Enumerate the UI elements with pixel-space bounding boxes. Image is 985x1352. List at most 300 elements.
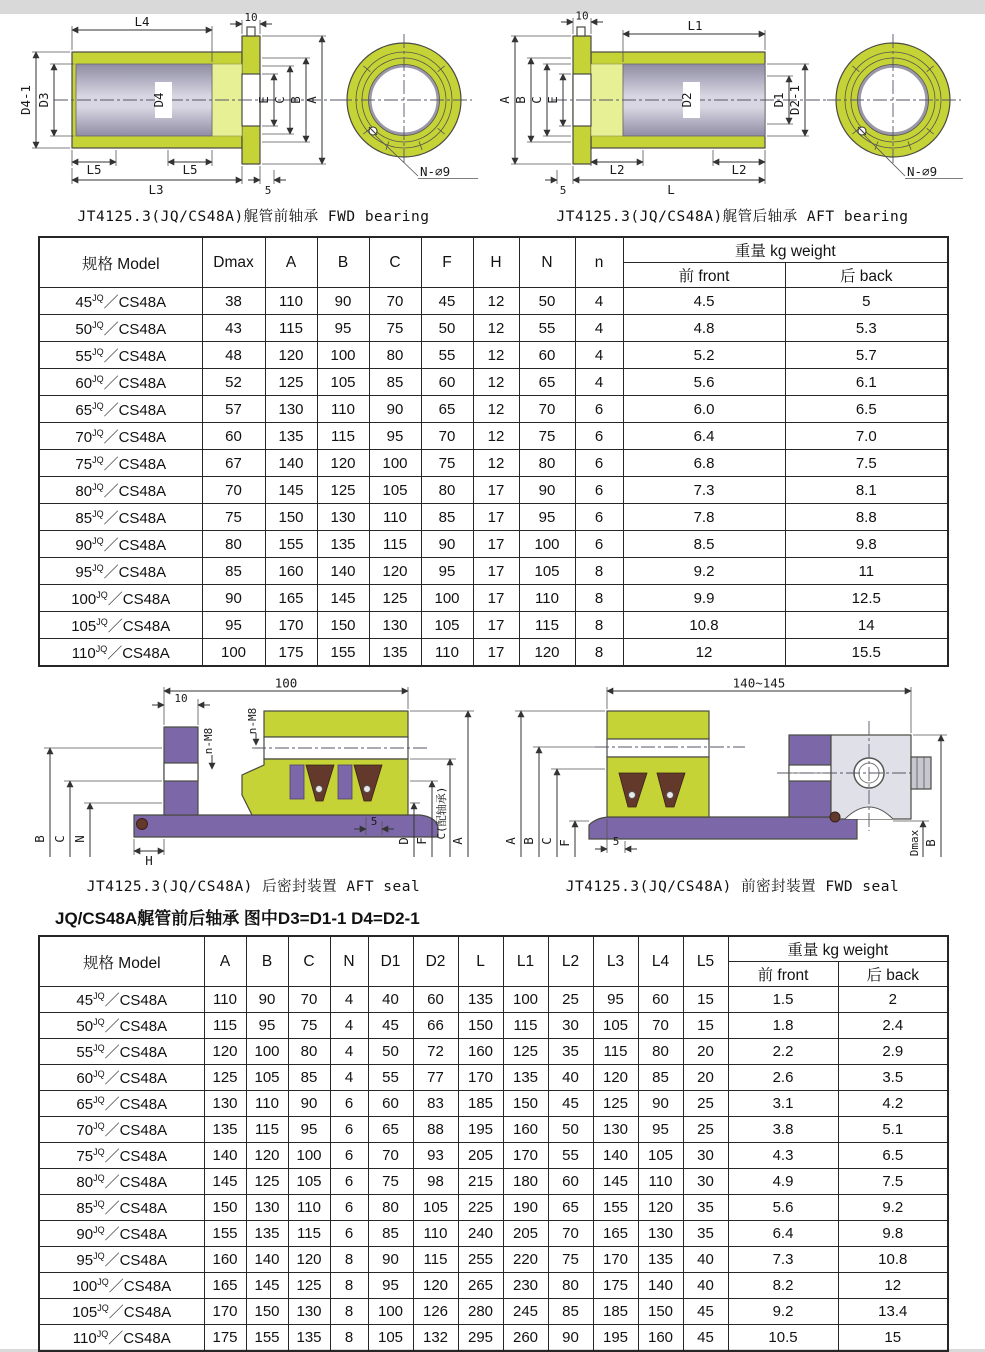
seal-dimensions-table — [38, 935, 949, 1352]
value-cell: 150 — [503, 1091, 548, 1117]
value-cell: 20 — [683, 1039, 728, 1065]
value-cell: 70 — [202, 477, 265, 504]
dim-label-l1: L1 — [687, 18, 703, 33]
dim-label-c: C — [539, 837, 554, 845]
value-cell: 75 — [369, 315, 421, 342]
value-cell: 11 — [785, 558, 948, 585]
dim-label-5: 5 — [559, 184, 567, 197]
value-cell: 90 — [369, 396, 421, 423]
value-cell: 130 — [265, 396, 317, 423]
value-cell: 2.4 — [838, 1013, 948, 1039]
value-cell: 100 — [421, 585, 473, 612]
value-cell: 100 — [503, 987, 548, 1013]
value-cell: 85 — [421, 504, 473, 531]
value-cell: 60 — [202, 423, 265, 450]
dim-label-f: F — [414, 837, 429, 845]
value-cell: 72 — [413, 1039, 458, 1065]
value-cell: 185 — [593, 1299, 638, 1325]
value-cell: 245 — [503, 1299, 548, 1325]
value-cell: 75 — [288, 1013, 330, 1039]
col-header-model: 规格 Model — [39, 936, 204, 987]
aft-seal-drawing — [16, 677, 486, 869]
value-cell: 130 — [593, 1117, 638, 1143]
value-cell: 60 — [421, 369, 473, 396]
value-cell: 8 — [575, 558, 623, 585]
col-header-b: B — [317, 237, 369, 288]
table-row — [39, 1065, 948, 1091]
col-header-n: N — [519, 237, 575, 288]
value-cell: 6.8 — [623, 450, 785, 477]
dim-label-n-m8-b: n-M8 — [246, 707, 259, 735]
value-cell: 6.5 — [785, 396, 948, 423]
value-cell: 135 — [638, 1247, 683, 1273]
fwd-bearing-front-view — [338, 34, 478, 179]
value-cell: 85 — [288, 1065, 330, 1091]
value-cell: 115 — [369, 531, 421, 558]
table-row — [39, 585, 948, 612]
value-cell: 155 — [246, 1325, 288, 1352]
value-cell: 90 — [368, 1247, 413, 1273]
value-cell: 55 — [548, 1143, 593, 1169]
value-cell: 150 — [204, 1195, 246, 1221]
table-row — [39, 288, 948, 315]
dim-label-d: D — [396, 837, 411, 845]
dim-label-b: B — [521, 837, 536, 845]
value-cell: 17 — [473, 477, 519, 504]
value-cell: 90 — [317, 288, 369, 315]
value-cell: 40 — [548, 1065, 593, 1091]
value-cell: 4 — [575, 342, 623, 369]
value-cell: 12 — [473, 369, 519, 396]
value-cell: 95 — [202, 612, 265, 639]
value-cell: 220 — [503, 1247, 548, 1273]
value-cell: 12 — [473, 396, 519, 423]
value-cell: 25 — [683, 1091, 728, 1117]
value-cell: 50 — [368, 1039, 413, 1065]
value-cell: 230 — [503, 1273, 548, 1299]
value-cell: 25 — [548, 987, 593, 1013]
value-cell: 4.5 — [623, 288, 785, 315]
value-cell: 6 — [575, 396, 623, 423]
value-cell: 115 — [246, 1117, 288, 1143]
model-cell: $55^{JQ}/CS48A$ — [39, 342, 202, 369]
value-cell: 135 — [317, 531, 369, 558]
value-cell: 80 — [548, 1273, 593, 1299]
value-cell: 75 — [519, 423, 575, 450]
value-cell: 12.5 — [785, 585, 948, 612]
dim-label-5: 5 — [370, 815, 378, 828]
value-cell: 2.9 — [838, 1039, 948, 1065]
value-cell: 95 — [246, 1013, 288, 1039]
value-cell: 145 — [317, 585, 369, 612]
value-cell: 125 — [246, 1169, 288, 1195]
value-cell: 260 — [503, 1325, 548, 1352]
value-cell: 125 — [204, 1065, 246, 1091]
value-cell: 65 — [368, 1117, 413, 1143]
value-cell: 7.5 — [785, 450, 948, 477]
value-cell: 115 — [519, 612, 575, 639]
model-cell: $80^{JQ}/CS48A$ — [39, 477, 202, 504]
value-cell: 50 — [421, 315, 473, 342]
value-cell: 240 — [458, 1221, 503, 1247]
value-cell: 70 — [519, 396, 575, 423]
value-cell: 90 — [548, 1325, 593, 1352]
bearing-dimensions-table — [38, 236, 949, 667]
value-cell: 85 — [548, 1299, 593, 1325]
table2-body — [39, 987, 948, 1352]
table-row — [39, 1195, 948, 1221]
value-cell: 93 — [413, 1143, 458, 1169]
model-cell: $105^{JQ}/CS48A$ — [39, 1299, 204, 1325]
fwd-seal-figure — [495, 677, 970, 896]
value-cell: 60 — [519, 342, 575, 369]
col-header-back: 后 back — [785, 263, 948, 288]
value-cell: 9.2 — [838, 1195, 948, 1221]
value-cell: 215 — [458, 1169, 503, 1195]
value-cell: 70 — [638, 1013, 683, 1039]
model-cell: $70^{JQ}/CS48A$ — [39, 423, 202, 450]
o-ring — [137, 819, 148, 830]
value-cell: 48 — [202, 342, 265, 369]
dim-label-l5a: L5 — [86, 162, 102, 177]
value-cell: 8.5 — [623, 531, 785, 558]
value-cell: 115 — [204, 1013, 246, 1039]
table-row — [39, 504, 948, 531]
col-header-model: 规格 Model — [39, 237, 202, 288]
dim-label-l2a: L2 — [609, 162, 625, 177]
value-cell: 5.1 — [838, 1117, 948, 1143]
value-cell: 3.5 — [838, 1065, 948, 1091]
value-cell: 15 — [838, 1325, 948, 1352]
value-cell: 2.6 — [728, 1065, 838, 1091]
model-cell: $90^{JQ}/CS48A$ — [39, 1221, 204, 1247]
value-cell: 80 — [519, 450, 575, 477]
equation-note: JQ/CS48A艉管前后轴承 图中D3=D1-1 D4=D2-1 — [55, 909, 420, 928]
value-cell: 4.9 — [728, 1169, 838, 1195]
o-ring — [830, 812, 840, 822]
value-cell: 65 — [421, 396, 473, 423]
value-cell: 125 — [317, 477, 369, 504]
value-cell: 12 — [473, 288, 519, 315]
dim-label-l4: L4 — [134, 14, 150, 29]
value-cell: 125 — [369, 585, 421, 612]
value-cell: 140 — [593, 1143, 638, 1169]
value-cell: 4.3 — [728, 1143, 838, 1169]
col-header-b: B — [246, 936, 288, 987]
value-cell: 115 — [503, 1013, 548, 1039]
fwd-seal-caption: JT4125.3(JQ/CS48A) 前密封装置 FWD seal — [565, 879, 900, 895]
value-cell: 4.2 — [838, 1091, 948, 1117]
value-cell: 105 — [413, 1195, 458, 1221]
value-cell: 60 — [368, 1091, 413, 1117]
col-header-l5: L5 — [683, 936, 728, 987]
value-cell: 190 — [503, 1195, 548, 1221]
value-cell: 6 — [575, 423, 623, 450]
aft-seal-caption: JT4125.3(JQ/CS48A) 后密封装置 AFT seal — [86, 879, 421, 895]
value-cell: 2 — [838, 987, 948, 1013]
value-cell: 6 — [330, 1117, 368, 1143]
value-cell: 145 — [204, 1169, 246, 1195]
dim-label-range: 140~145 — [732, 675, 786, 691]
value-cell: 17 — [473, 585, 519, 612]
col-header-d2: D2 — [413, 936, 458, 987]
table-row — [39, 477, 948, 504]
table-row — [39, 1247, 948, 1273]
dim-label-a: A — [503, 837, 518, 845]
value-cell: 35 — [683, 1221, 728, 1247]
value-cell: 110 — [519, 585, 575, 612]
value-cell: 110 — [413, 1221, 458, 1247]
value-cell: 75 — [548, 1247, 593, 1273]
value-cell: 70 — [548, 1221, 593, 1247]
dim-label-h: H — [145, 853, 153, 868]
value-cell: 67 — [202, 450, 265, 477]
dim-label-a: A — [450, 837, 465, 845]
col-header-a: A — [265, 237, 317, 288]
col-header-l2: L2 — [548, 936, 593, 987]
value-cell: 10.8 — [623, 612, 785, 639]
value-cell: 120 — [638, 1195, 683, 1221]
bearing-drawings-row — [16, 9, 975, 226]
model-cell: $90^{JQ}/CS48A$ — [39, 531, 202, 558]
value-cell: 100 — [369, 450, 421, 477]
value-cell: 35 — [683, 1195, 728, 1221]
value-cell: 95 — [317, 315, 369, 342]
value-cell: 130 — [204, 1091, 246, 1117]
value-cell: 90 — [202, 585, 265, 612]
value-cell: 75 — [421, 450, 473, 477]
value-cell: 5.6 — [728, 1195, 838, 1221]
model-cell: $85^{JQ}/CS48A$ — [39, 504, 202, 531]
value-cell: 105 — [288, 1169, 330, 1195]
col-header-d1: D1 — [368, 936, 413, 987]
value-cell: 12 — [838, 1273, 948, 1299]
value-cell: 185 — [458, 1091, 503, 1117]
value-cell: 10.5 — [728, 1325, 838, 1352]
value-cell: 3.1 — [728, 1091, 838, 1117]
dim-label-b: B — [288, 96, 303, 104]
value-cell: 8.2 — [728, 1273, 838, 1299]
col-header-front: 前 front — [728, 962, 838, 987]
stud — [577, 27, 585, 36]
value-cell: 160 — [265, 558, 317, 585]
value-cell: 6 — [330, 1169, 368, 1195]
value-cell: 135 — [458, 987, 503, 1013]
value-cell: 130 — [317, 504, 369, 531]
dim-label-c-note: C(配轴承) — [435, 786, 448, 840]
col-header-dmax: Dmax — [202, 237, 265, 288]
col-header-c: C — [369, 237, 421, 288]
table-row — [39, 1273, 948, 1299]
datasheet-page — [0, 9, 985, 1349]
value-cell: 120 — [265, 342, 317, 369]
value-cell: 90 — [519, 477, 575, 504]
value-cell: 135 — [204, 1117, 246, 1143]
value-cell: 125 — [503, 1039, 548, 1065]
value-cell: 66 — [413, 1013, 458, 1039]
table-row — [39, 1221, 948, 1247]
value-cell: 80 — [368, 1195, 413, 1221]
value-cell: 4 — [330, 1013, 368, 1039]
value-cell: 50 — [548, 1117, 593, 1143]
value-cell: 17 — [473, 531, 519, 558]
aft-bearing-drawing — [495, 9, 965, 199]
value-cell: 110 — [638, 1169, 683, 1195]
value-cell: 4 — [330, 987, 368, 1013]
dim-label-a: A — [497, 96, 512, 104]
value-cell: 95 — [593, 987, 638, 1013]
dim-label-bolt: N-∅9 — [420, 164, 451, 179]
seal-base-plate — [589, 817, 857, 839]
value-cell: 17 — [473, 504, 519, 531]
value-cell: 14 — [785, 612, 948, 639]
value-cell: 80 — [369, 342, 421, 369]
value-cell: 126 — [413, 1299, 458, 1325]
value-cell: 110 — [288, 1195, 330, 1221]
col-header-c: C — [288, 936, 330, 987]
table-row — [39, 1091, 948, 1117]
value-cell: 120 — [317, 450, 369, 477]
dim-label-l2b: L2 — [731, 162, 747, 177]
fwd-bearing-caption: JT4125.3(JQ/CS48A)艉管前轴承 FWD bearing — [77, 209, 430, 225]
value-cell: 155 — [593, 1195, 638, 1221]
model-cell: $60^{JQ}/CS48A$ — [39, 369, 202, 396]
value-cell: 7.8 — [623, 504, 785, 531]
value-cell: 195 — [593, 1325, 638, 1352]
dim-label-e: E — [256, 96, 271, 104]
value-cell: 115 — [317, 423, 369, 450]
model-cell: $50^{JQ}/CS48A$ — [39, 1013, 204, 1039]
value-cell: 9.2 — [728, 1299, 838, 1325]
value-cell: 95 — [421, 558, 473, 585]
value-cell: 6.0 — [623, 396, 785, 423]
value-cell: 125 — [593, 1091, 638, 1117]
value-cell: 180 — [503, 1169, 548, 1195]
value-cell: 140 — [317, 558, 369, 585]
value-cell: 90 — [288, 1091, 330, 1117]
value-cell: 100 — [519, 531, 575, 558]
table-row — [39, 531, 948, 558]
value-cell: 105 — [369, 477, 421, 504]
table-row — [39, 423, 948, 450]
value-cell: 170 — [265, 612, 317, 639]
value-cell: 120 — [369, 558, 421, 585]
value-cell: 70 — [288, 987, 330, 1013]
aft-seal-figure — [16, 677, 491, 896]
value-cell: 6 — [330, 1143, 368, 1169]
value-cell: 170 — [593, 1247, 638, 1273]
value-cell: 105 — [246, 1065, 288, 1091]
col-header-n: N — [330, 936, 368, 987]
value-cell: 110 — [246, 1091, 288, 1117]
value-cell: 205 — [503, 1221, 548, 1247]
table-row — [39, 1299, 948, 1325]
col-header-l4: L4 — [638, 936, 683, 987]
col-header-f: F — [421, 237, 473, 288]
value-cell: 135 — [503, 1065, 548, 1091]
value-cell: 125 — [265, 369, 317, 396]
value-cell: 6 — [330, 1091, 368, 1117]
value-cell: 115 — [413, 1247, 458, 1273]
col-header-l: L — [458, 936, 503, 987]
value-cell: 85 — [369, 369, 421, 396]
table-row — [39, 612, 948, 639]
value-cell: 6 — [330, 1221, 368, 1247]
value-cell: 6 — [575, 504, 623, 531]
value-cell: 30 — [548, 1013, 593, 1039]
value-cell: 80 — [638, 1039, 683, 1065]
value-cell: 4.8 — [623, 315, 785, 342]
table-row — [39, 450, 948, 477]
dim-label-b2: B — [923, 839, 938, 847]
value-cell: 165 — [204, 1273, 246, 1299]
adjuster-knob — [911, 757, 931, 789]
model-cell: $85^{JQ}/CS48A$ — [39, 1195, 204, 1221]
dim-label-c: C — [272, 96, 287, 104]
value-cell: 160 — [503, 1117, 548, 1143]
dim-label-l: L — [667, 182, 675, 197]
value-cell: 65 — [519, 369, 575, 396]
col-header-n2: n — [575, 237, 623, 288]
value-cell: 225 — [458, 1195, 503, 1221]
value-cell: 100 — [202, 639, 265, 667]
value-cell: 110 — [265, 288, 317, 315]
dim-label-5: 5 — [612, 835, 620, 848]
value-cell: 120 — [246, 1143, 288, 1169]
value-cell: 175 — [265, 639, 317, 667]
value-cell: 70 — [369, 288, 421, 315]
value-cell: 4 — [330, 1039, 368, 1065]
value-cell: 43 — [202, 315, 265, 342]
value-cell: 120 — [593, 1065, 638, 1091]
value-cell: 85 — [638, 1065, 683, 1091]
table-row — [39, 558, 948, 585]
dim-label-dmax: Dmax — [908, 829, 921, 857]
value-cell: 155 — [204, 1221, 246, 1247]
col-header-weight: 重量 kg weight — [623, 237, 948, 263]
value-cell: 7.0 — [785, 423, 948, 450]
col-header-weight: 重量 kg weight — [728, 936, 948, 962]
value-cell: 100 — [368, 1299, 413, 1325]
value-cell: 90 — [421, 531, 473, 558]
value-cell: 295 — [458, 1325, 503, 1352]
value-cell: 70 — [368, 1143, 413, 1169]
value-cell: 4 — [575, 315, 623, 342]
value-cell: 3.8 — [728, 1117, 838, 1143]
value-cell: 85 — [202, 558, 265, 585]
value-cell: 60 — [548, 1169, 593, 1195]
value-cell: 95 — [369, 423, 421, 450]
model-cell: $110^{JQ}/CS48A$ — [39, 639, 202, 667]
value-cell: 135 — [246, 1221, 288, 1247]
value-cell: 110 — [369, 504, 421, 531]
stud — [247, 27, 255, 36]
value-cell: 40 — [683, 1273, 728, 1299]
value-cell: 5 — [785, 288, 948, 315]
col-header-l3: L3 — [593, 936, 638, 987]
value-cell: 15 — [683, 987, 728, 1013]
table-row — [39, 1039, 948, 1065]
value-cell: 120 — [413, 1273, 458, 1299]
value-cell: 145 — [246, 1273, 288, 1299]
value-cell: 120 — [288, 1247, 330, 1273]
value-cell: 45 — [368, 1013, 413, 1039]
dim-label-c: C — [52, 835, 67, 843]
value-cell: 8 — [575, 639, 623, 667]
dim-label-d2: D2 — [679, 92, 694, 108]
value-cell: 90 — [638, 1091, 683, 1117]
value-cell: 90 — [246, 987, 288, 1013]
